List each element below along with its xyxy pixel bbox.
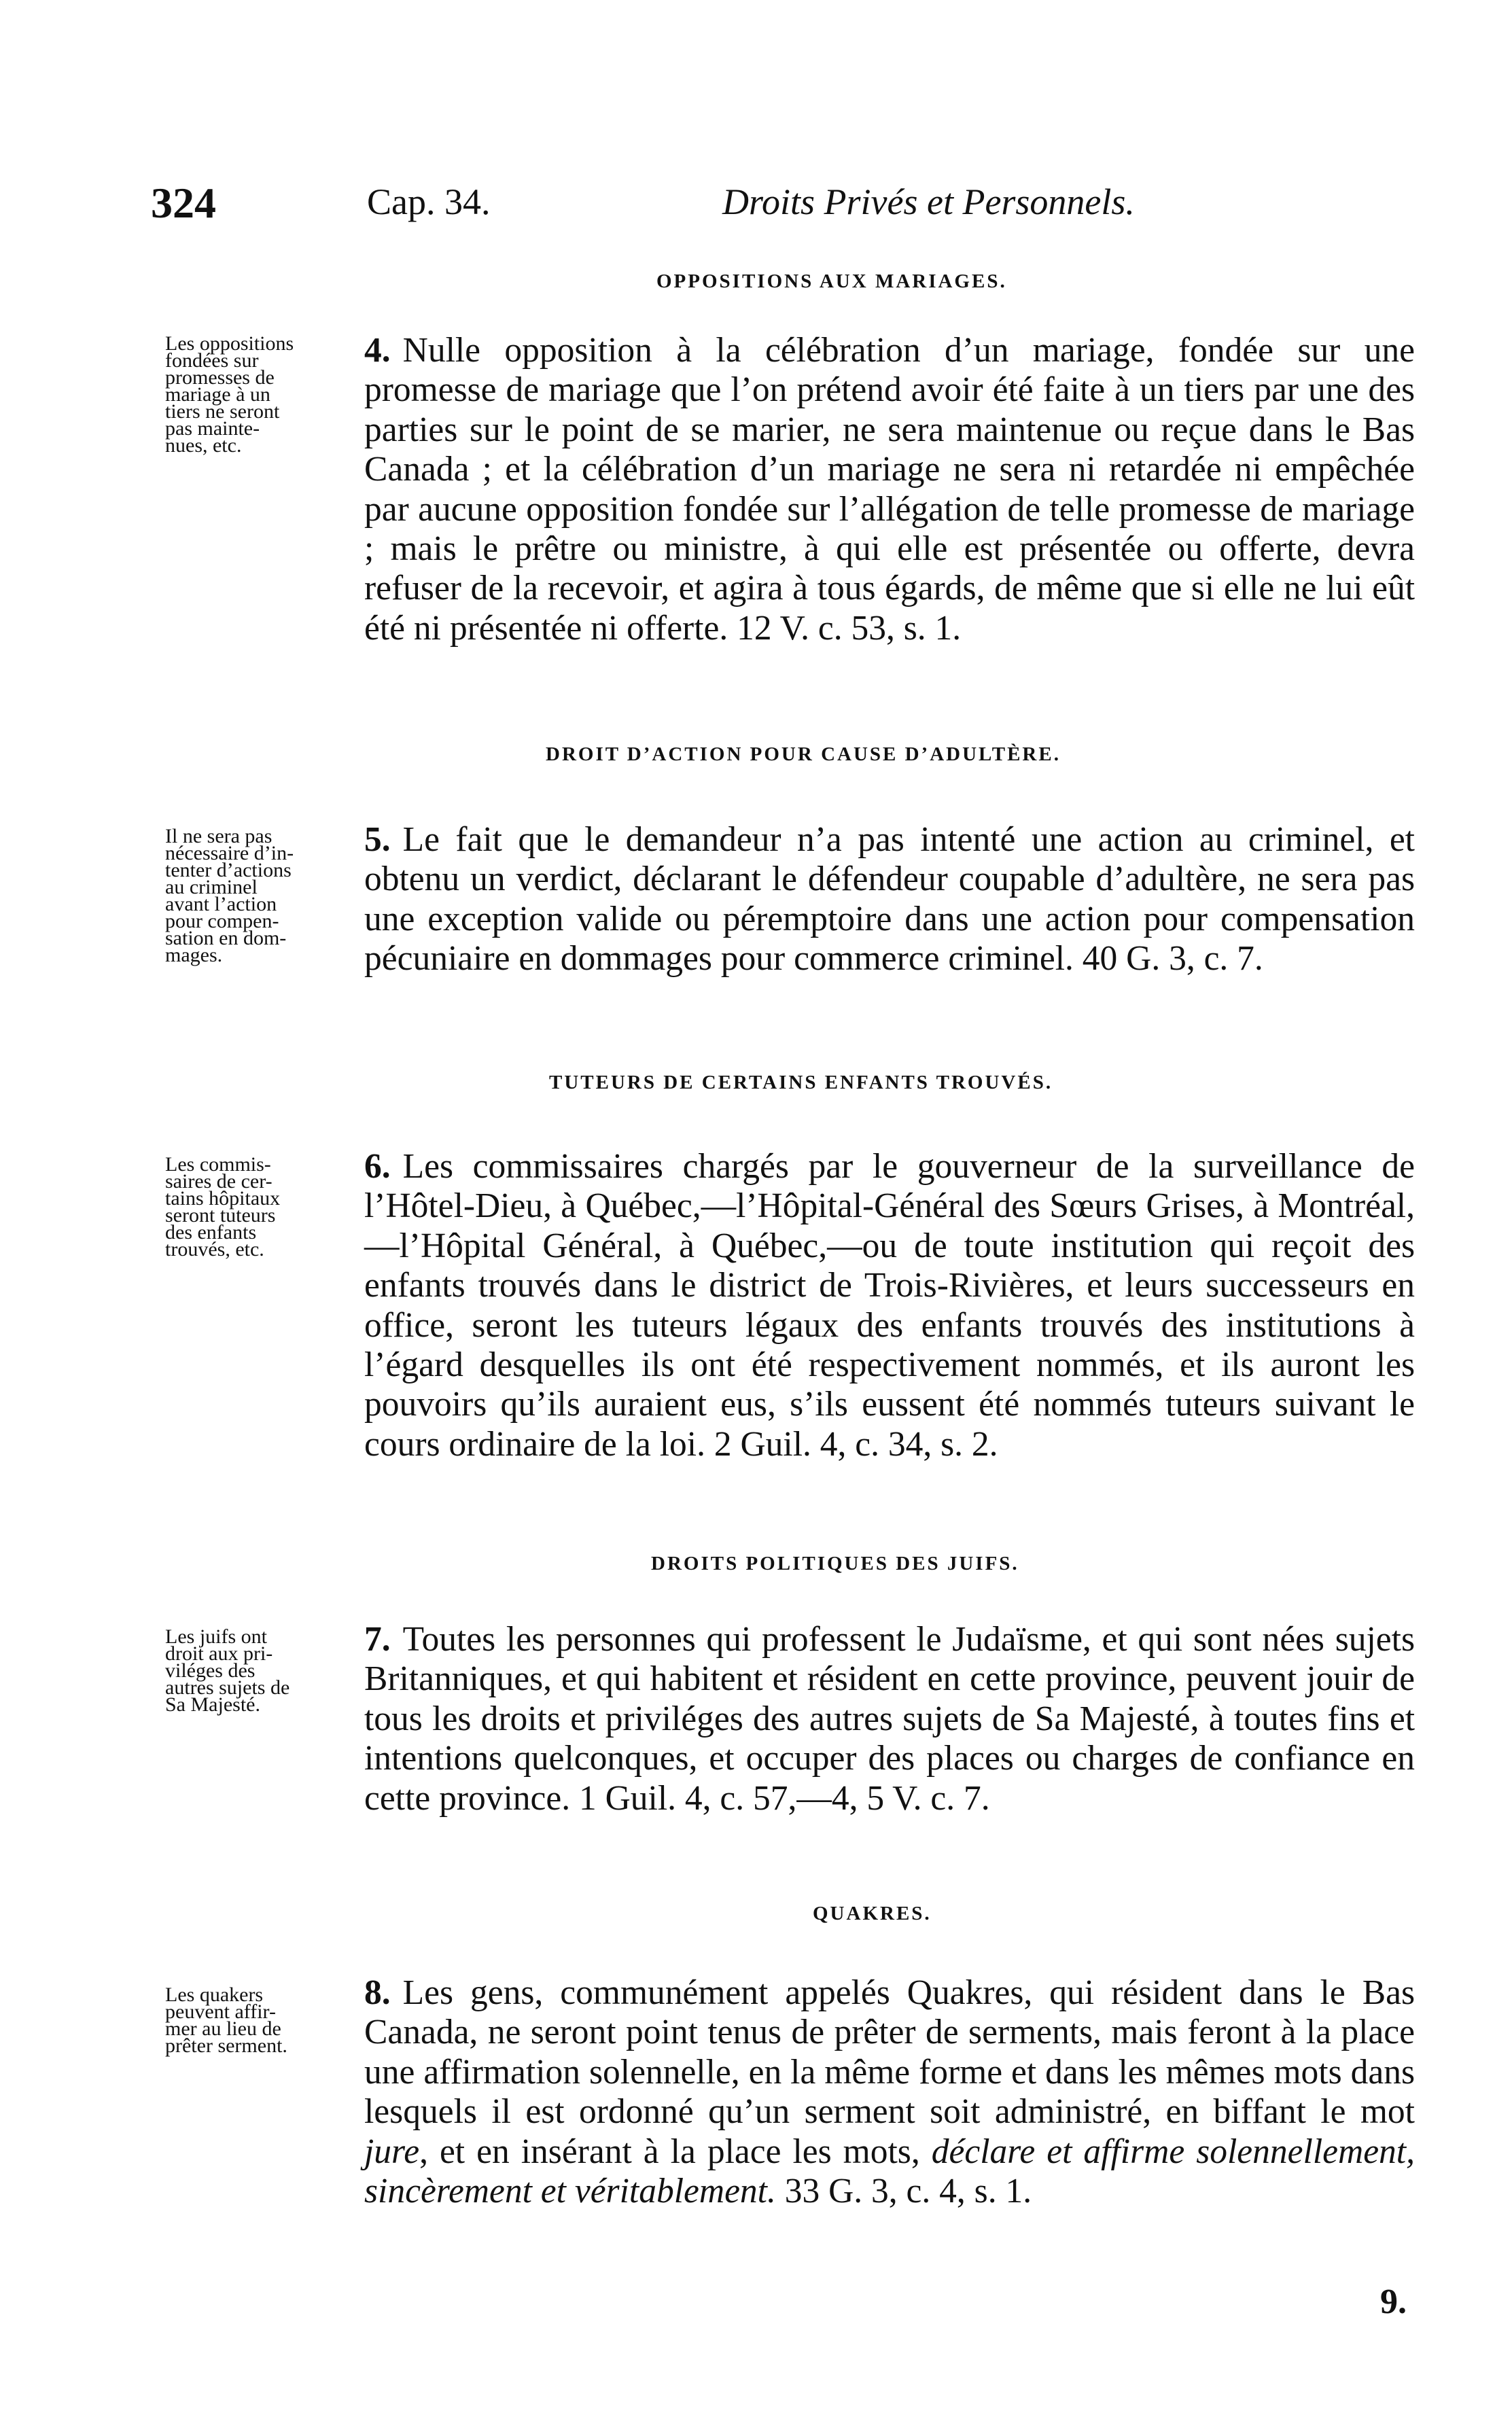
section-title: DROITS POLITIQUES DES JUIFS. bbox=[651, 1553, 1019, 1574]
margin-note: Les quakers peuvent affir- mer au lieu de prêter serment. bbox=[165, 1984, 287, 2057]
margin-note: Les juifs ont droit aux pri- viléges des autres sujets de Sa Majesté. bbox=[165, 1625, 290, 1716]
article-text: Les commissaires chargés par le gouverneur de la surveillance de l’Hôtel-Dieu, à Québec,—l’Hôpital-Général des Sœurs Grises, à Montréal,—l’Hôpital Général, à Québec,—ou de toute institution qui reçoit des enfants trouvés dans le district de Trois-Rivières, et leurs successeurs en office, seront les tuteurs légaux des enfants trouvés des institutions à l’égard desquelles ils ont été respectivement nommés, et ils auront les pouvoirs qu’ils auraient eus, s’ils eussent été nommés tuteurs suivant le cours ordinaire de la loi. 2 Guil. 4, c. 34, s. 2. bbox=[364, 1147, 1415, 1464]
section-title: TUTEURS DE CERTAINS ENFANTS TROUVÉS. bbox=[549, 1072, 1053, 1093]
article-text-before: Les gens, communément appelés Quakres, qui résident dans le Bas Canada, ne seront point tenus de prêter de serments, mais feront à la place une affirmation solennelle, en la même forme et dans les mêmes mots dans lesquels il est ordonné qu’un serment soit administré, en biffant le mot bbox=[364, 1973, 1415, 2132]
section-title: DROIT D’ACTION POUR CAUSE D’ADULTÈRE. bbox=[546, 743, 1061, 765]
article-number: 4. bbox=[364, 331, 391, 370]
section-title: QUAKRES. bbox=[813, 1903, 932, 1924]
section-title: OPPOSITIONS AUX MARIAGES. bbox=[656, 270, 1007, 292]
article-number: 6. bbox=[364, 1147, 391, 1186]
running-title: Droits Privés et Personnels. bbox=[722, 181, 1135, 222]
article-text: Nulle opposition à la célébration d’un mariage, fondée sur une promesse de mariage que l’on prétend avoir été faite à un tiers par une des parties sur le point de se marier, ne sera maintenue ou reçue dans le Bas Canada ; et la célébration d’un mariage ne sera ni retardée ni empêchée par aucune opposition fondée sur l’allégation de telle promesse de mariage ; mais le prêtre ou ministre, à qui elle est présentée ou offerte, devra refuser de la recevoir, et agira à tous égards, de même que si elle ne lui eût été ni présentée ni offerte. 12 V. c. 53, s. 1. bbox=[364, 331, 1415, 648]
article-text-after: 33 G. 3, c. 4, s. 1. bbox=[775, 2172, 1032, 2211]
page-number: 324 bbox=[151, 179, 216, 227]
article-number: 5. bbox=[364, 820, 391, 859]
article-paragraph bbox=[364, 1147, 1415, 1464]
margin-note: Il ne sera pas nécessaire d’in- tenter d’actions au criminel avant l’action pour compen- sation en dom- mages. bbox=[165, 825, 294, 966]
article-paragraph bbox=[364, 820, 1415, 979]
article-number: 7. bbox=[364, 1620, 391, 1659]
article-text: Le fait que le demandeur n’a pas intenté une action au criminel, et obtenu un verdict, déclarant le défendeur coupable d’adultère, ne sera pas une exception valide ou péremptoire dans une action pour compensation pécuniaire en dommages pour commerce criminel. 40 G. 3, c. 7. bbox=[364, 820, 1415, 979]
margin-note: Les oppositions fondées sur promesses de mariage à un tiers ne seront pas mainte- nues, etc. bbox=[165, 332, 294, 457]
article-number: 8. bbox=[364, 1973, 391, 2012]
page-header bbox=[0, 178, 1512, 239]
margin-note: Les commis- saires de cer- tains hôpitaux seront tuteurs des enfants trouvés, etc. bbox=[165, 1153, 281, 1261]
article-text: Toutes les personnes qui professent le Judaïsme, et qui sont nées sujets Britanniques, et qui habitent et résident en cette province, peuvent jouir de tous les droits et priviléges des autres sujets de Sa Majesté, à toutes fins et intentions quelconques, et occuper des places ou charges de confiance en cette province. 1 Guil. 4, c. 57,—4, 5 V. c. 7. bbox=[364, 1620, 1415, 1818]
italic-phrase: déclare et affirme solennellement, sincèrement et véritablement. bbox=[364, 2132, 1415, 2211]
chapter-label: Cap. 34. bbox=[367, 181, 491, 222]
article-paragraph bbox=[364, 331, 1415, 648]
article-paragraph bbox=[364, 1973, 1415, 2211]
article-paragraph bbox=[364, 1620, 1415, 1818]
italic-word: jure bbox=[364, 2132, 420, 2171]
article-text-middle: , et en insérant à la place les mots, bbox=[419, 2132, 932, 2171]
catchword: 9. bbox=[1380, 2282, 1407, 2321]
